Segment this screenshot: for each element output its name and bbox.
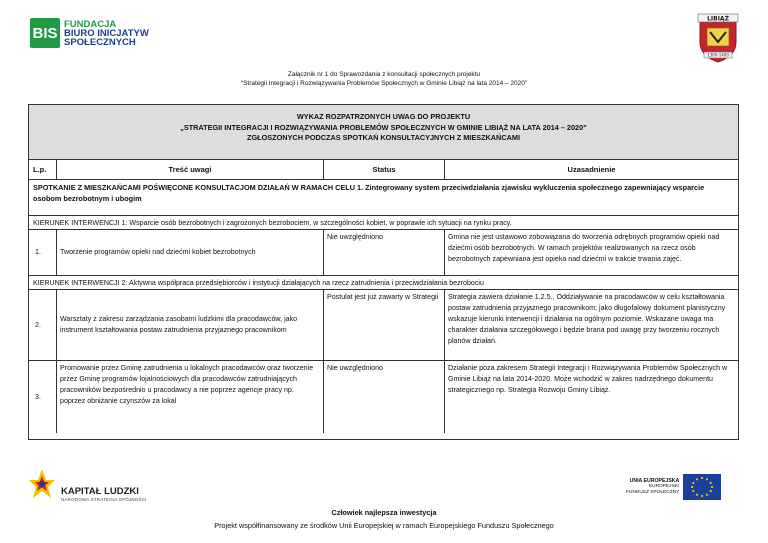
footer-motto: Człowiek najlepsza inwestycja bbox=[331, 508, 437, 517]
eu-line-1: UNIA EUROPEJSKA bbox=[629, 478, 680, 484]
crest-label: LIBIĄŻ bbox=[707, 15, 729, 23]
kapital-ludzki-text bbox=[61, 486, 147, 502]
column-header-status: Status bbox=[323, 160, 444, 179]
eu-logo bbox=[626, 474, 721, 500]
kapital-ludzki-logo bbox=[28, 468, 147, 502]
eu-line-3: FUNDUSZ SPOŁECZNY bbox=[626, 490, 680, 495]
banner-line-2: „STRATEGII INTEGRACJI I ROZWIĄZYWANIA PROBLEMÓW SPOŁECZNYCH W GMINIE LIBIĄŻ NA LATA 2014 – 2020” bbox=[180, 122, 587, 132]
table-row bbox=[29, 290, 738, 361]
annex-heading bbox=[0, 70, 768, 88]
bis-foundation-logo bbox=[30, 18, 149, 48]
row-desc: Tworzenie programów opieki nad dziećmi kobiet bezrobotnych bbox=[56, 230, 323, 275]
row-status: Postulat jest już zawarty w Strategii bbox=[323, 290, 444, 360]
row-status: Nie uwzględniono bbox=[323, 361, 444, 433]
row-justification: Strategia zawiera działanie 1.2.5.. Oddziaływanie na pracodawców w celu kształtowania postaw zatrudnienia przyjaznego pracownikom; jako długofalowy dokument planistyczny wskazuje kierunki interwencji i działania na ogólnym poziomie. Wskazane uwaga ma charakter działania szczegółowego i będzie brana pod uwagę przy tworzeniu rocznych planów działań. bbox=[444, 290, 738, 360]
crest-year: 1300-1400 bbox=[707, 52, 729, 58]
footer-cofinance-note: Projekt współfinansowany ze środków Unii Europejskiej w ramach Europejskiego Funduszu Społecznego bbox=[214, 521, 554, 530]
row-status: Nie uwzględniono bbox=[323, 230, 444, 275]
eu-flag-icon bbox=[683, 474, 721, 500]
row-lp: 1. bbox=[35, 248, 41, 256]
column-header-justification: Uzasadnienie bbox=[444, 160, 738, 179]
bis-logo-line2: BIURO INICJATYW bbox=[64, 27, 149, 39]
section-heading: SPOTKANIE Z MIESZKAŃCAMI POŚWIĘCONE KONSULTACJOM DZIAŁAŃ W RAMACH CELU 1. Zintegrowany system przeciwdziałania zjawisku wykluczenia społecznego zapewniający wsparcie osobom bezrobotnym i ubogim bbox=[29, 180, 738, 216]
table-banner bbox=[29, 105, 738, 160]
bis-logo-line3: SPOŁECZNYCH bbox=[64, 36, 136, 48]
row-lp: 2. bbox=[35, 320, 41, 329]
column-header-desc: Treść uwagi bbox=[56, 160, 323, 179]
libiaz-crest-icon bbox=[694, 12, 742, 64]
kapital-ludzki-star-icon bbox=[28, 468, 56, 502]
direction-1-heading: KIERUNEK INTERWENCJI 1: Wsparcie osób bezrobotnych i zagrożonych bezrobociem, w szczególności kobiet, w poprawie ich sytuacji na rynku pracy. bbox=[29, 216, 738, 230]
banner-line-1: WYKAZ ROZPATRZONYCH UWAG DO PROJEKTU bbox=[296, 112, 471, 121]
table-row bbox=[29, 361, 738, 433]
banner-line-3: ZGŁOSZONYCH PODCZAS SPOTKAŃ KONSULTACYJNYCH Z MIESZKAŃCAMI bbox=[247, 133, 520, 142]
table-row bbox=[29, 230, 738, 276]
annex-line-1: Załącznik nr 1 do Sprawozdania z konsultacji społecznych projektu bbox=[287, 71, 481, 78]
row-desc: Promowanie przez Gminę zatrudnienia u lokalnych pracodawców oraz tworzenie przez Gminę programów lojalnościowych dla pracodawców zatrudniających pracowników bezpośrednio u pracodawcy a nie poprzez agencje pracy np. poprzez obniżanie czynszów za lokal bbox=[56, 361, 323, 433]
bis-logo-text bbox=[64, 20, 149, 47]
row-lp: 3. bbox=[35, 392, 41, 401]
annex-line-2: “Strategii Integracji i Rozwiązywania Problemów Społecznych w Gminie Libiąż na lata 2014 – 2020” bbox=[240, 80, 528, 87]
row-justification: Gmina nie jest ustawowo zobowiązana do tworzenia odrębnych programów opieki nad dziećmi osób bezrobotnych. W ramach projektów realizowanych na rzecz osób bezrobotnych zapewniana jest opieka nad dziećmi w trakcie trwania zajęć. bbox=[444, 230, 738, 275]
row-justification: Działanie poza zakresem Strategii Integracji i Rozwiązywania Problemów Społecznych w Gminie Libiąż na lata 2014-2020. Może wchodzić w zakres nadrzędnego dokumentu strategicznego np. Strategia Rozwoju Gminy Libiąż. bbox=[444, 361, 738, 433]
column-header-lp: L.p. bbox=[33, 165, 47, 174]
bis-logo-line1: FUNDACJA bbox=[64, 18, 117, 30]
eu-line-2: EUROPEJSKI bbox=[648, 484, 680, 489]
eu-logo-text bbox=[626, 478, 679, 496]
table-header-row bbox=[29, 160, 738, 180]
row-desc: Warsztaty z zakresu zarządzania zasobami ludzkimi dla pracodawców, jako instrument kształtowania postaw zatrudnienia przyjaznego pracownikom bbox=[56, 290, 323, 360]
remarks-table bbox=[28, 104, 739, 440]
direction-2-heading: KIERUNEK INTERWENCJI 2: Aktywna współpraca przedsiębiorców i instytucji działających na rzecz zatrudnienia i przeciwdziałania bezrobociu bbox=[29, 276, 738, 290]
kapital-ludzki-subtitle: NARODOWA STRATEGIA SPÓJNOŚCI bbox=[61, 497, 147, 502]
bis-logo-mark: BIS bbox=[30, 18, 60, 48]
kapital-ludzki-title: KAPITAŁ LUDZKI bbox=[61, 486, 139, 497]
